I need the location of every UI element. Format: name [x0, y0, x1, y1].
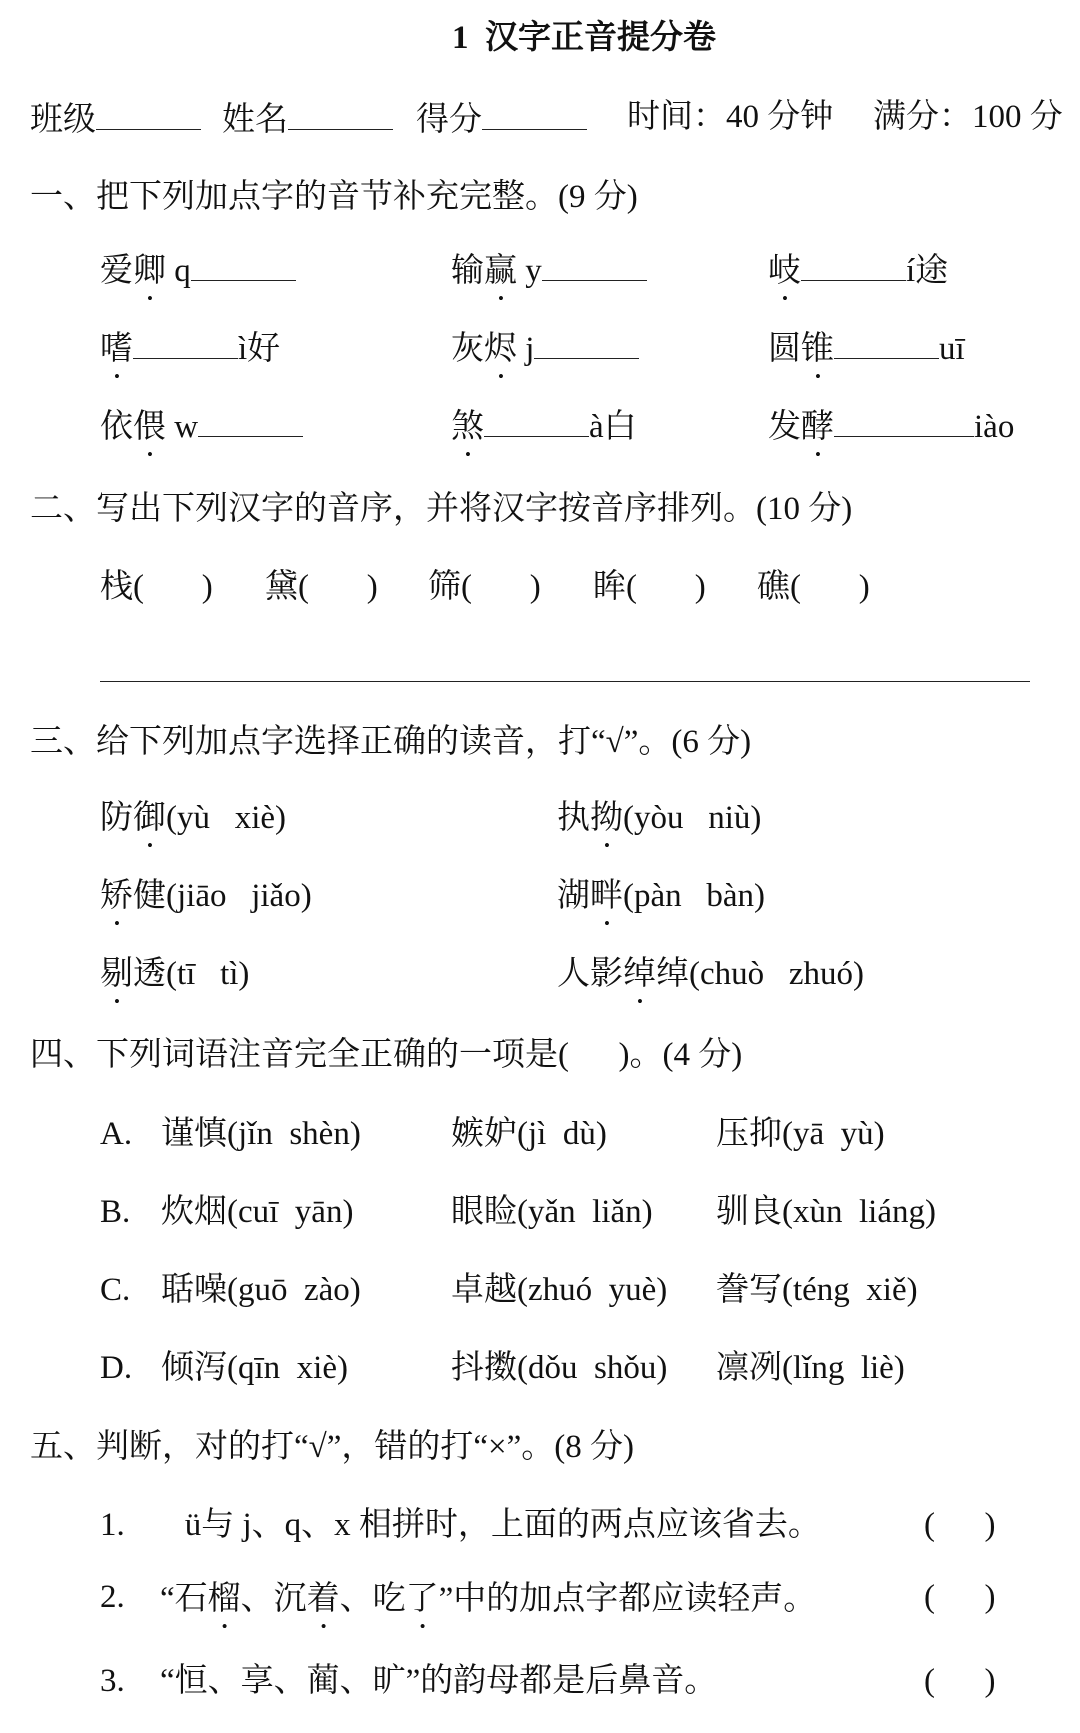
- dotted-char: 绰: [623, 956, 656, 992]
- option-word: 倾泻(qīn xiè): [161, 1350, 348, 1386]
- fill-item: [451, 408, 637, 464]
- answer-blank[interactable]: [834, 408, 974, 437]
- option-word: 驯良(xùn liáng): [716, 1194, 936, 1230]
- fill-item: [100, 330, 280, 386]
- info-field: [222, 101, 393, 137]
- item-text: 湖: [557, 878, 590, 914]
- dotted-char: 酵: [801, 409, 834, 445]
- option-word: 炊烟(cuī yān): [161, 1194, 354, 1230]
- dotted-char: 卿: [133, 253, 166, 289]
- fill-item: [451, 330, 639, 386]
- item-text: w: [166, 409, 199, 445]
- answer-line[interactable]: [100, 681, 1030, 682]
- fill-item: [100, 408, 303, 464]
- dotted-char: 御: [133, 800, 166, 836]
- choice-item[interactable]: [100, 800, 286, 855]
- option-word: 嫉妒(jì dù): [451, 1116, 607, 1152]
- info-label: 姓名: [222, 102, 288, 138]
- dotted-char: 嗜: [100, 331, 133, 367]
- dotted-char: 了: [405, 1581, 439, 1617]
- dotted-char: 烬: [484, 331, 517, 367]
- answer-blank[interactable]: [542, 252, 647, 281]
- char-item[interactable]: 黛( ): [265, 569, 378, 605]
- item-text: (yòu niù): [623, 800, 762, 836]
- info-blank[interactable]: [482, 101, 587, 130]
- section-5-heading: 五、判断，对的打“√”，错的打“×”。(8 分): [30, 1429, 635, 1465]
- dotted-char: 畔: [590, 878, 623, 914]
- dotted-char: 岐: [768, 253, 801, 289]
- char-item[interactable]: 栈( ): [100, 569, 213, 605]
- item-text: 绰(chuò zhuó): [656, 956, 865, 992]
- fill-item: [768, 408, 1014, 464]
- answer-blank[interactable]: [534, 330, 639, 359]
- option-letter[interactable]: A.: [100, 1116, 133, 1152]
- option-word: 卓越(zhuó yuè): [451, 1272, 668, 1308]
- page-title: 1 汉字正音提分卷: [452, 20, 716, 56]
- dotted-char: 偎: [133, 409, 166, 445]
- info-field: [416, 101, 587, 137]
- info-field: [627, 101, 833, 134]
- section-1-heading: 一、把下列加点字的音节补充完整。(9 分): [30, 179, 638, 215]
- info-label: 满分：100 分: [873, 99, 1063, 135]
- dotted-char: 拗: [590, 800, 623, 836]
- item-text: (pàn bàn): [623, 878, 766, 914]
- judge-number: 1.: [100, 1507, 125, 1543]
- item-text: “恒、享、蔺、旷”的韵母都是后鼻音。: [160, 1663, 718, 1699]
- option-letter[interactable]: C.: [100, 1272, 131, 1308]
- item-text: ”中的加点字都应读轻声。: [438, 1581, 817, 1617]
- item-text: 、吃: [339, 1581, 406, 1617]
- answer-paren[interactable]: ( ): [924, 1663, 996, 1699]
- info-blank[interactable]: [96, 101, 201, 130]
- judge-statement: [160, 1665, 717, 1698]
- info-label: 班级: [30, 102, 96, 138]
- section-2-heading: 二、写出下列汉字的音序，并将汉字按音序排列。(10 分): [30, 491, 853, 527]
- item-text: 透(tī tì): [133, 956, 250, 992]
- answer-blank[interactable]: [133, 330, 238, 359]
- item-text: q: [166, 253, 191, 289]
- choice-item[interactable]: [557, 956, 864, 1011]
- info-blank[interactable]: [288, 101, 393, 130]
- item-text: (yù xiè): [166, 800, 287, 836]
- item-text: 爱: [100, 253, 133, 289]
- item-text: í途: [906, 253, 949, 289]
- dotted-char: 剔: [100, 956, 133, 992]
- fill-item: [100, 252, 296, 308]
- item-text: uī: [939, 331, 965, 367]
- item-text: à白: [589, 409, 637, 445]
- item-text: ì好: [238, 331, 281, 367]
- section-3-heading: 三、给下列加点字选择正确的读音，打“√”。(6 分): [30, 724, 752, 760]
- answer-paren[interactable]: ( ): [924, 1507, 996, 1543]
- judge-statement: [160, 1509, 821, 1542]
- dotted-char: 赢: [484, 253, 517, 289]
- item-text: y: [517, 253, 542, 289]
- answer-blank[interactable]: [198, 408, 303, 437]
- item-text: 防: [100, 800, 133, 836]
- item-text: ü与 j、q、x 相拼时，上面的两点应该省去。: [160, 1507, 821, 1543]
- item-text: 依: [100, 409, 133, 445]
- option-letter[interactable]: D.: [100, 1350, 133, 1386]
- option-word: 誊写(téng xiě): [716, 1272, 918, 1308]
- fill-item: [768, 330, 965, 386]
- item-text: iào: [974, 409, 1015, 445]
- item-text: 灰: [451, 331, 484, 367]
- answer-blank[interactable]: [191, 252, 296, 281]
- option-word: 凛冽(lǐng liè): [716, 1350, 905, 1386]
- option-word: 眼睑(yǎn liǎn): [451, 1194, 653, 1230]
- option-letter[interactable]: B.: [100, 1194, 131, 1230]
- answer-blank[interactable]: [801, 252, 906, 281]
- item-text: 、沉: [240, 1581, 307, 1617]
- fill-item: [768, 252, 948, 308]
- option-word: 抖擞(dǒu shǒu): [451, 1350, 668, 1386]
- choice-item[interactable]: [557, 800, 761, 855]
- judge-number: 2.: [100, 1579, 125, 1615]
- char-item[interactable]: 筛( ): [428, 569, 541, 605]
- answer-paren[interactable]: ( ): [924, 1579, 996, 1615]
- info-field: [873, 101, 1063, 134]
- judge-number: 3.: [100, 1663, 125, 1699]
- item-text: j: [517, 331, 535, 367]
- option-word: 谨慎(jǐn shèn): [161, 1116, 361, 1152]
- item-text: 执: [557, 800, 590, 836]
- judge-statement: [160, 1581, 816, 1636]
- answer-blank[interactable]: [484, 408, 589, 437]
- answer-blank[interactable]: [834, 330, 939, 359]
- info-field: [30, 101, 201, 137]
- dotted-char: 锥: [801, 331, 834, 367]
- item-text: 圆: [768, 331, 801, 367]
- option-word: 聒噪(guō zào): [161, 1272, 361, 1308]
- section-4-heading: 四、下列词语注音完全正确的一项是( )。(4 分): [30, 1037, 743, 1073]
- choice-item[interactable]: [100, 878, 312, 933]
- item-text: “石: [160, 1581, 208, 1617]
- dotted-char: 着: [306, 1581, 340, 1617]
- item-text: 输: [451, 253, 484, 289]
- dotted-char: 榴: [207, 1581, 241, 1617]
- info-label: 时间：40 分钟: [627, 99, 834, 135]
- dotted-char: 矫: [100, 878, 133, 914]
- choice-item[interactable]: [557, 878, 765, 933]
- item-text: 人影: [557, 956, 623, 992]
- choice-item[interactable]: [100, 956, 249, 1011]
- char-item[interactable]: 礁( ): [757, 569, 870, 605]
- item-text: 健(jiāo jiǎo): [133, 878, 312, 914]
- info-label: 得分: [416, 102, 482, 138]
- dotted-char: 煞: [451, 409, 484, 445]
- option-word: 压抑(yā yù): [716, 1116, 885, 1152]
- fill-item: [451, 252, 647, 308]
- item-text: 发: [768, 409, 801, 445]
- char-item[interactable]: 眸( ): [593, 569, 706, 605]
